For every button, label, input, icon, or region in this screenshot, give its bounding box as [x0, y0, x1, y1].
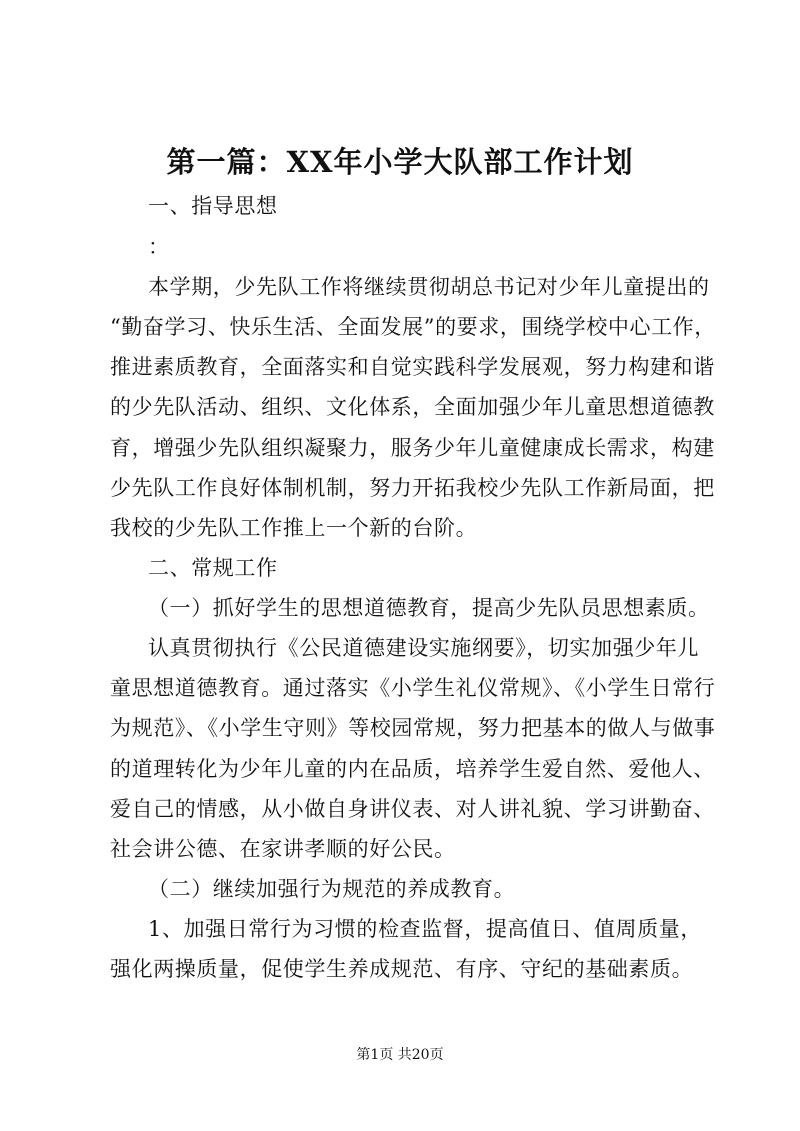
paragraph-line: 强化两操质量，促使学生养成规范、有序、守纪的基础素质。 [110, 957, 694, 981]
paragraph-line: 本学期，少先队工作将继续贯彻胡总书记对少年儿童提出的 [148, 275, 710, 299]
paragraph-line: 的少先队活动、组织、文化体系，全面加强少年儿童思想道德教 [110, 395, 715, 419]
section-heading-routine-work: 二、常规工作 [148, 556, 278, 580]
paragraph-line: ： [148, 235, 170, 259]
subsection-heading: （一）抓好学生的思想道德教育，提高少先队员思想素质。 [148, 596, 710, 620]
paragraph-line: 爱自己的情感，从小做自身讲仪表、对人讲礼貌、学习讲勤奋、 [110, 797, 715, 821]
paragraph-line: 为规范》、《小学生守则》等校园常规，努力把基本的做人与做事 [110, 716, 716, 740]
section-heading-guiding-ideology: 一、指导思想 [148, 194, 278, 218]
page-footer: 第1页 共20页 [356, 1047, 444, 1063]
paragraph-line: 我校的少先队工作推上一个新的台阶。 [110, 516, 478, 540]
paragraph-line: “勤奋学习、快乐生活、全面发展”的要求，围绕学校中心工作， [110, 315, 716, 339]
paragraph-line: 的道理转化为少年儿童的内在品质，培养学生爱自然、爱他人、 [110, 757, 715, 781]
paragraph-line: 认真贯彻执行《公民道德建设实施纲要》，切实加强少年儿 [148, 636, 700, 660]
paragraph-line: 社会讲公德、在家讲孝顺的好公民。 [110, 837, 456, 861]
document-title: 第一篇：XX年小学大队部工作计划 [166, 145, 634, 179]
paragraph-line: 育，增强少先队组织凝聚力，服务少年儿童健康成长需求，构建 [110, 436, 715, 460]
paragraph-line: 少先队工作良好体制机制，努力开拓我校少先队工作新局面，把 [110, 476, 715, 500]
paragraph-line: 1、加强日常行为习惯的检查监督，提高值日、值周质量， [148, 917, 702, 941]
paragraph-line: 推进素质教育，全面落实和自觉实践科学发展观，努力构建和谐 [110, 355, 715, 379]
subsection-heading: （二）继续加强行为规范的养成教育。 [148, 877, 516, 901]
paragraph-line: 童思想道德教育。通过落实《小学生礼仪常规》、《小学生日常行 [110, 676, 716, 700]
